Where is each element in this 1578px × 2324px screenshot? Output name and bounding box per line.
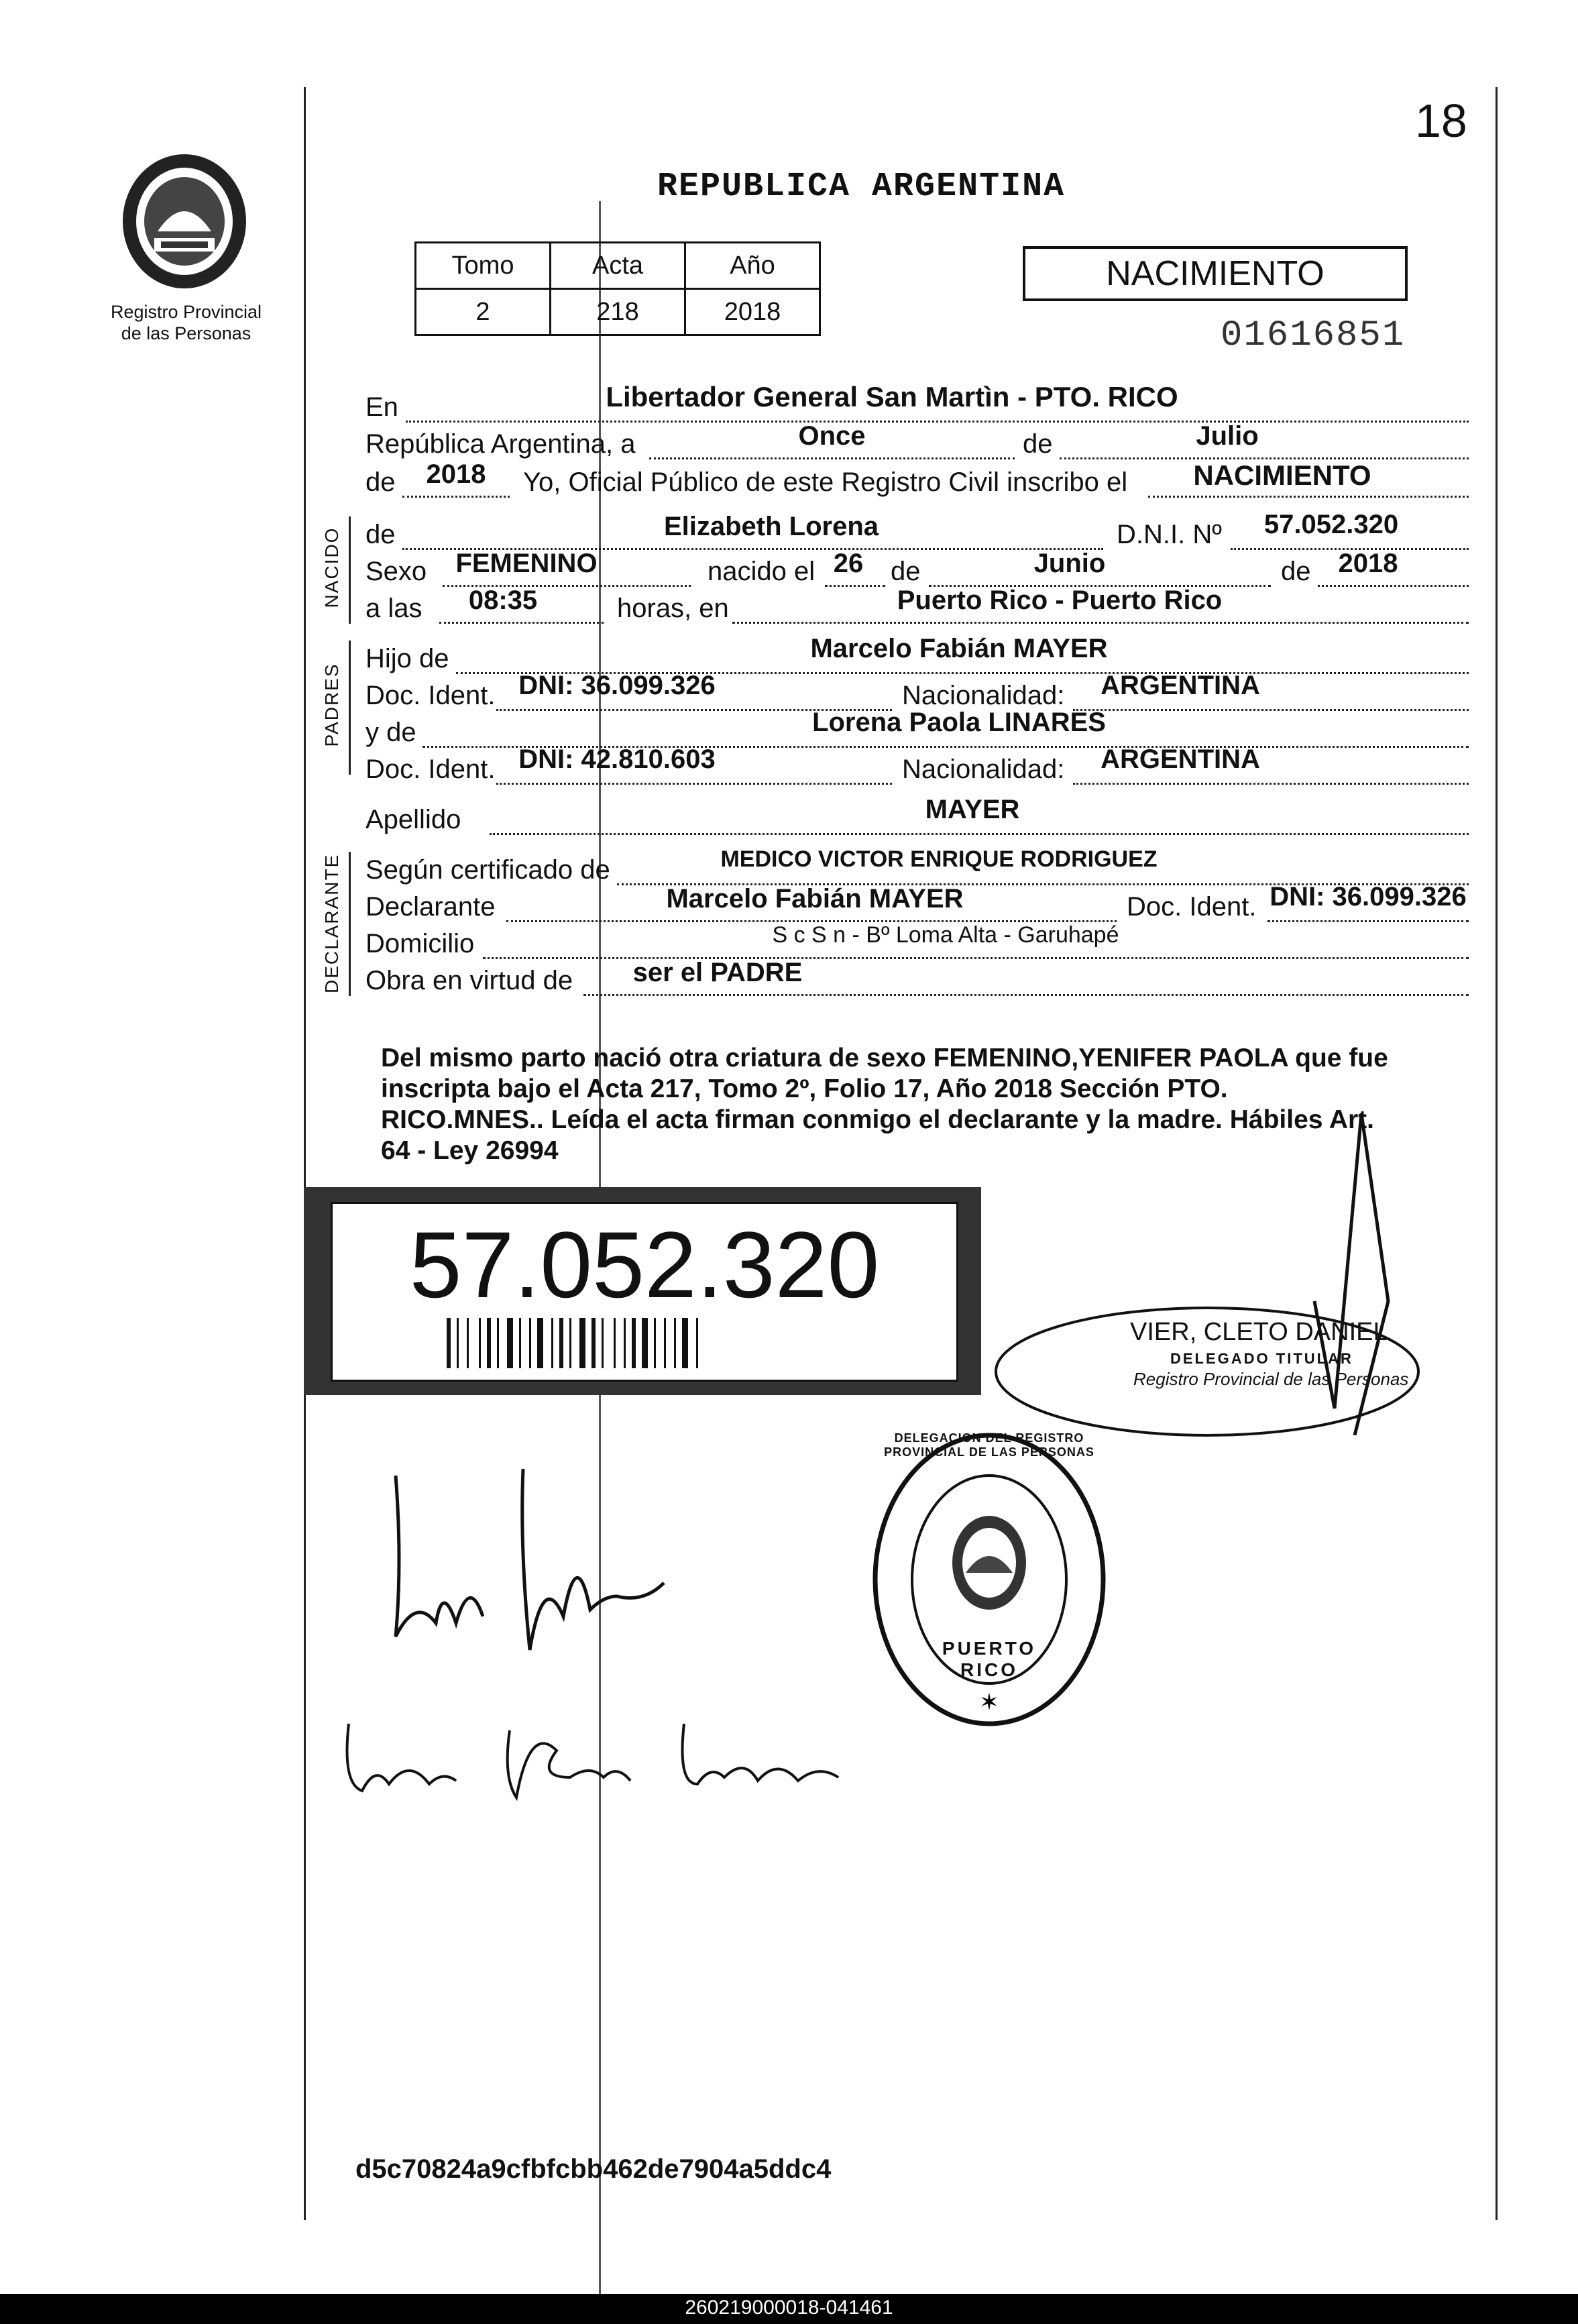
birth-de2-label: de	[1281, 557, 1311, 586]
volume-table	[414, 241, 821, 336]
barcode-bar	[507, 1318, 513, 1368]
child-dni: 57.052.320	[1263, 510, 1399, 539]
declarante-bracket	[349, 852, 351, 996]
de2-label: de	[365, 467, 396, 497]
father-nationality: ARGENTINA	[1101, 671, 1260, 700]
mother-nat-label: Nacionalidad:	[902, 755, 1065, 784]
volume-header-anio: Año	[685, 243, 820, 289]
registration-place: Libertador General San Martìn - PTO. RICO	[606, 381, 1178, 412]
declarante-doc-line	[1267, 920, 1469, 922]
volume-header-tomo: Tomo	[416, 243, 551, 289]
barcode-bar	[614, 1318, 616, 1368]
mother-nationality: ARGENTINA	[1101, 744, 1260, 774]
notes-line-1: Del mismo parto nació otra criatura de sexo FEMENINO,YENIFER PAOLA que fue	[381, 1044, 1388, 1072]
barcode-bar	[497, 1318, 499, 1368]
en-label: En	[365, 392, 398, 422]
notes-line-4: 64 - Ley 26994	[381, 1136, 559, 1165]
barcode-bar	[537, 1318, 543, 1368]
declarant-doc: DNI: 36.099.326	[1270, 882, 1467, 911]
barcode-bar	[674, 1318, 676, 1368]
barcode-bar	[447, 1318, 451, 1368]
nacido-el-label: nacido el	[708, 557, 815, 586]
footer-code: 260219000018-041461	[685, 2297, 893, 2319]
nacido-section-label: NACIDO	[321, 527, 342, 608]
barcode-bar	[519, 1318, 521, 1368]
barcode-bar	[529, 1318, 531, 1368]
birth-year: 2018	[1338, 549, 1398, 578]
notes-line-2: inscripta bajo el Acta 217, Tomo 2º, Folio 17, Año 2018 Sección PTO.	[381, 1074, 1228, 1103]
birth-time: 08:35	[468, 586, 538, 615]
barcode	[447, 1318, 849, 1368]
de-label: de	[1023, 429, 1053, 459]
barcode-bar	[457, 1318, 459, 1368]
birth-month: Junio	[1033, 549, 1106, 578]
notes-line-3: RICO.MNES.. Leída el acta firman conmigo el declarante y la madre. Hábiles Art.	[381, 1105, 1375, 1134]
volume-value-acta: 218	[551, 289, 685, 335]
dni-label: D.N.I. Nº	[1117, 520, 1222, 549]
mother-doc: DNI: 42.810.603	[518, 744, 716, 774]
official-signature	[1261, 1100, 1462, 1435]
domicilio-label: Domicilio	[365, 929, 475, 958]
barcode-bar	[551, 1318, 553, 1368]
barcode-bar	[624, 1318, 626, 1368]
barcode-bar	[682, 1318, 688, 1368]
barcode-bar	[664, 1318, 666, 1368]
delegation-seal	[872, 1429, 1107, 1730]
y-de-label: y de	[365, 718, 416, 747]
registry-name-line1: Registro Provincial	[110, 302, 262, 322]
svg-text:✶: ✶	[978, 1688, 1000, 1716]
province-logo	[117, 151, 251, 292]
nacido-de-label: de	[365, 520, 396, 549]
mother-doc-label: Doc. Ident.	[365, 755, 496, 784]
cert-label: Según certificado de	[365, 855, 610, 885]
dni-label-inner	[331, 1202, 958, 1382]
seal-ring-text: DELEGACION DEL REGISTRO PROVINCIAL DE LAS PERSONAS	[884, 1431, 1094, 1459]
dni-large-number: 57.052.320	[409, 1212, 880, 1317]
registry-name-line2: de las Personas	[121, 323, 251, 343]
obra-label: Obra en virtud de	[365, 966, 573, 995]
barcode-bar	[487, 1318, 491, 1368]
child-name: Elizabeth Lorena	[663, 512, 879, 541]
official-org: Registro Provincial de las Personas	[1133, 1369, 1409, 1389]
birth-year-line	[1318, 585, 1469, 587]
volume-header-acta: Acta	[551, 243, 685, 289]
declarant-signature	[376, 1462, 684, 1677]
act-type: NACIMIENTO	[1193, 459, 1371, 491]
act-type-line	[1148, 496, 1469, 498]
declarant-role: ser el PADRE	[632, 958, 803, 987]
serial-number: 01616851	[1221, 315, 1406, 356]
page-number: 18	[1415, 95, 1467, 147]
time-line	[439, 622, 604, 624]
certificate-issuer: MEDICO VICTOR ENRIQUE RODRIGUEZ	[720, 846, 1158, 872]
volume-value-tomo: 2	[416, 289, 551, 335]
horas-label: horas, en	[617, 594, 729, 623]
barcode-bar	[559, 1318, 563, 1368]
dni-barcode-label	[304, 1187, 981, 1395]
footer-bar	[0, 2294, 1578, 2324]
registration-year: 2018	[426, 459, 486, 489]
right-margin-line	[1496, 87, 1498, 2220]
address: S c S n - Bº Loma Alta - Garuhapé	[772, 922, 1119, 948]
barcode-bar	[632, 1318, 636, 1368]
declarante-doc-label: Doc. Ident.	[1127, 892, 1257, 922]
birth-day: 26	[833, 549, 864, 578]
registration-day: Once	[798, 421, 866, 451]
apellido-label: Apellido	[365, 805, 461, 834]
declarante-section-label: DECLARANTE	[321, 853, 342, 993]
officer-text: Yo, Oficial Público de este Registro Civil inscribo el	[523, 467, 1128, 497]
barcode-bar	[591, 1318, 596, 1368]
barcode-bar	[654, 1318, 656, 1368]
birth-place-line	[732, 622, 1469, 624]
apellido-line	[490, 833, 1469, 835]
seal-center-text: PUERTO RICO	[942, 1638, 1037, 1680]
barcode-bar	[642, 1318, 648, 1368]
mother-doc-line	[496, 783, 892, 785]
declarant-name: Marcelo Fabián MAYER	[666, 884, 964, 914]
mother-name: Lorena Paola LINARES	[812, 708, 1106, 737]
child-sex: FEMENINO	[455, 549, 598, 578]
barcode-bar	[569, 1318, 571, 1368]
barcode-bar	[579, 1318, 585, 1368]
declarante-label: Declarante	[365, 892, 496, 922]
surname: MAYER	[925, 795, 1020, 824]
document-type-box: NACIMIENTO	[1023, 246, 1408, 301]
birth-de-label: de	[891, 557, 921, 586]
day-line	[649, 457, 1015, 459]
republic-label: República Argentina, a	[365, 429, 636, 459]
official-name: VIER, CLETO DANIEL	[1130, 1318, 1388, 1346]
page-title: REPUBLICA ARGENTINA	[657, 168, 1066, 206]
mother-signature	[335, 1704, 872, 1818]
document-hash: d5c70824a9cfbfcbb462de7904a5ddc4	[355, 2154, 832, 2184]
left-margin-line	[304, 87, 306, 2220]
father-name: Marcelo Fabián MAYER	[810, 634, 1108, 663]
obra-line	[583, 994, 1469, 996]
padres-section-label: PADRES	[321, 663, 342, 747]
hijo-de-label: Hijo de	[365, 644, 449, 673]
birth-place: Puerto Rico - Puerto Rico	[897, 586, 1223, 615]
father-doc: DNI: 36.099.326	[518, 671, 716, 700]
barcode-bar	[467, 1318, 469, 1368]
barcode-bar	[696, 1318, 698, 1368]
sexo-label: Sexo	[365, 557, 427, 586]
father-doc-label: Doc. Ident.	[365, 681, 496, 710]
barcode-bar	[479, 1318, 481, 1368]
volume-value-anio: 2018	[685, 289, 820, 335]
barcode-bar	[602, 1318, 604, 1368]
father-nat-label: Nacionalidad:	[902, 681, 1065, 710]
padres-bracket	[349, 641, 351, 775]
official-title: DELEGADO TITULAR	[1170, 1350, 1353, 1367]
nacido-bracket	[349, 516, 351, 624]
registration-month: Julio	[1196, 421, 1259, 451]
mother-nat-line	[1073, 783, 1469, 785]
a-las-label: a las	[365, 594, 422, 623]
year-line	[402, 496, 510, 498]
